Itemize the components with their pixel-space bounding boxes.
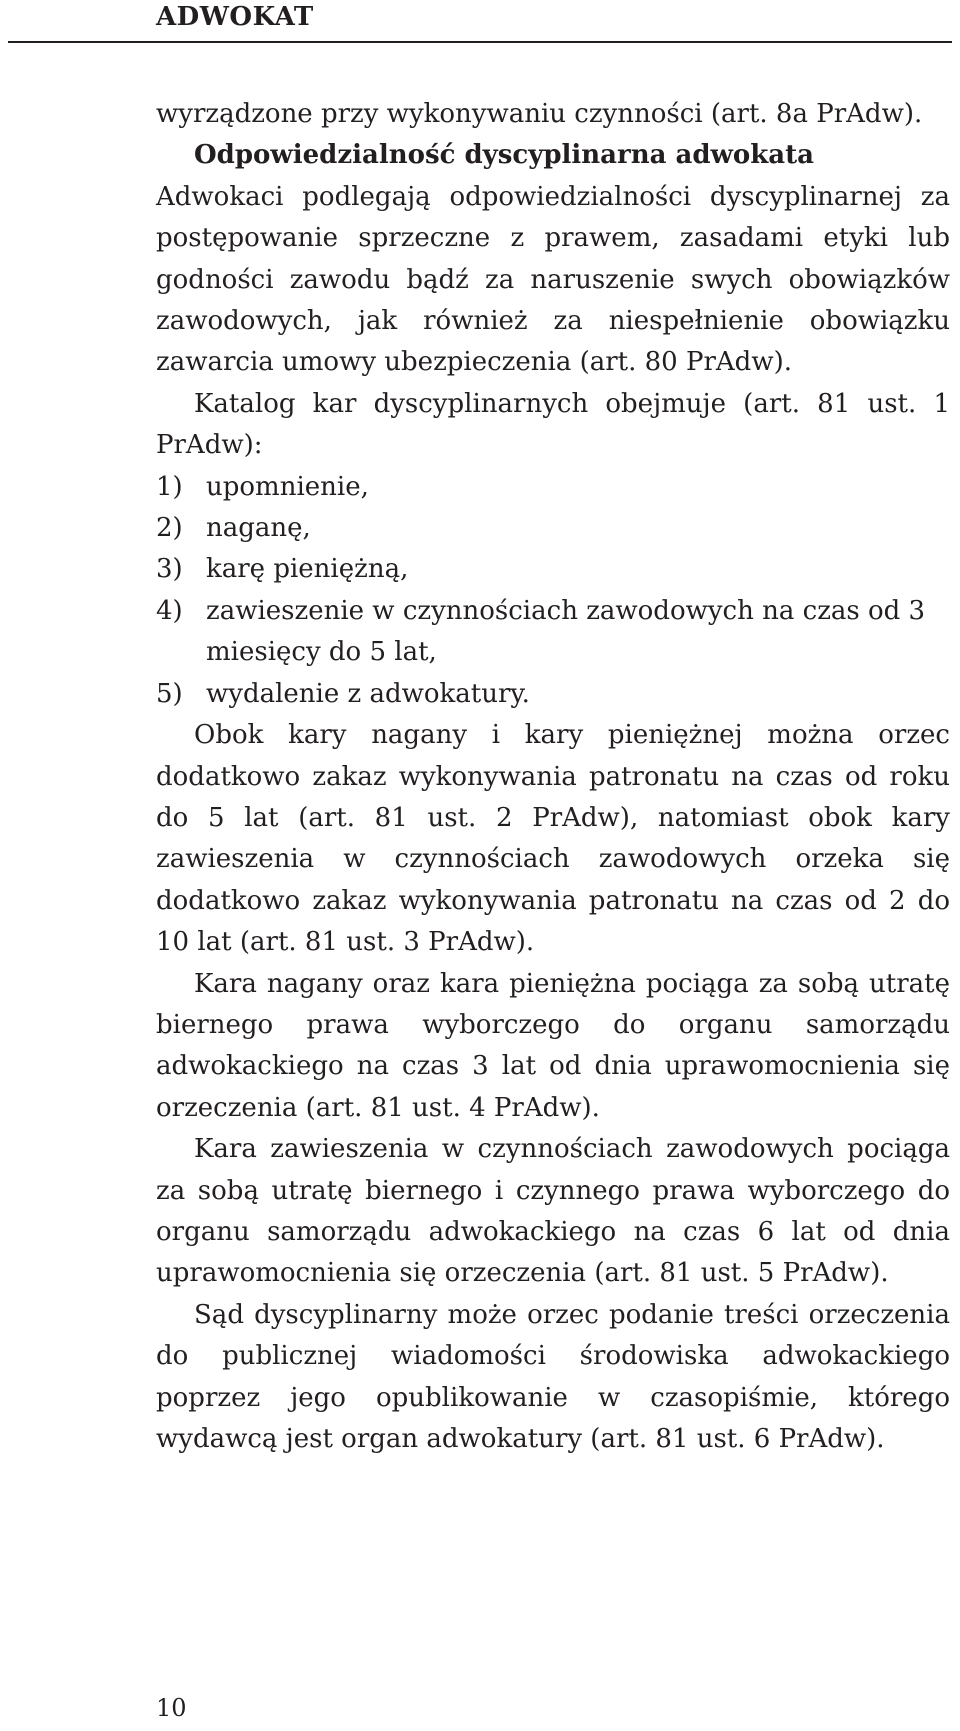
body-paragraph: Obok kary nagany i kary pieniężnej można orzec dodatkowo zakaz wykonywania patronatu na czas od roku do 5 lat (art. 81 ust. 2 PrAdw), natomiast obok kary zawieszenia w czynnościach zawodowych orzeka się dodatkowo zakaz wykonywania patronatu na czas od 2 do 10 lat (art. 81 ust. 3 PrAdw). xyxy=(156,720,950,958)
body-paragraph: Kara nagany oraz kara pieniężna pociąga za sobą utratę biernego prawa wyborczego do organu samorządu adwokackiego na czas 3 lat od dnia uprawomocnienia się orzeczenia (art. 81 ust. 4 PrAdw). xyxy=(156,968,950,1123)
intro-paragraph: Adwokaci podlegają odpowiedzialności dyscyplinarnej za postępowanie sprzeczne z prawem, zasadami etyki lub godności zawodu bądź za naruszenie swych obowiązków zawodowych, jak również za niespełnienie obowiązku zawarcia umowy ubezpieczenia (art. 80 PrAdw). xyxy=(156,181,950,378)
list-item xyxy=(156,549,950,590)
section-heading: Odpowiedzialność dyscyplinarna adwokata xyxy=(194,140,814,171)
page-number: 10 xyxy=(156,1694,187,1722)
list-item xyxy=(156,674,950,715)
list-item-number: 5) xyxy=(156,678,183,709)
penalty-list xyxy=(156,467,950,715)
running-header: ADWOKAT xyxy=(156,2,314,32)
list-item-number: 3) xyxy=(156,554,183,585)
list-item-text: wydalenie z adwokatury. xyxy=(206,678,530,709)
list-item xyxy=(156,591,950,674)
list-item-number: 1) xyxy=(156,471,183,502)
list-item-text: karę pieniężną, xyxy=(206,554,409,585)
list-item-number: 2) xyxy=(156,513,183,544)
list-item-number: 4) xyxy=(156,595,183,626)
list-item xyxy=(156,508,950,549)
header-divider xyxy=(8,41,952,43)
continuation-paragraph: wyrządzone przy wykonywaniu czynności (art. 8a PrAdw). xyxy=(156,99,923,129)
list-item xyxy=(156,467,950,508)
page-body xyxy=(156,94,950,1460)
list-item-text: zawieszenie w czynnościach zawodowych na czas od 3 miesięcy do 5 lat, xyxy=(206,595,926,668)
list-item-text: upomnienie, xyxy=(206,471,369,502)
list-item-text: naganę, xyxy=(206,513,311,544)
body-paragraph: Kara zawieszenia w czynnościach zawodowych pociąga za sobą utratę biernego i czynnego prawa wyborczego do organu samorządu adwokackiego na czas 6 lat od dnia uprawomocnienia się orzeczenia (art. 81 ust. 5 PrAdw). xyxy=(156,1134,950,1289)
catalog-paragraph: Katalog kar dyscyplinarnych obejmuje (art. 81 ust. 1 PrAdw): xyxy=(156,388,950,461)
body-paragraph: Sąd dyscyplinarny może orzec podanie treści orzeczenia do publicznej wiadomości środowiska adwokackiego poprzez jego opublikowanie w czasopiśmie, którego wydawcą jest organ adwokatury (art. 81 ust. 6 PrAdw). xyxy=(156,1299,950,1454)
